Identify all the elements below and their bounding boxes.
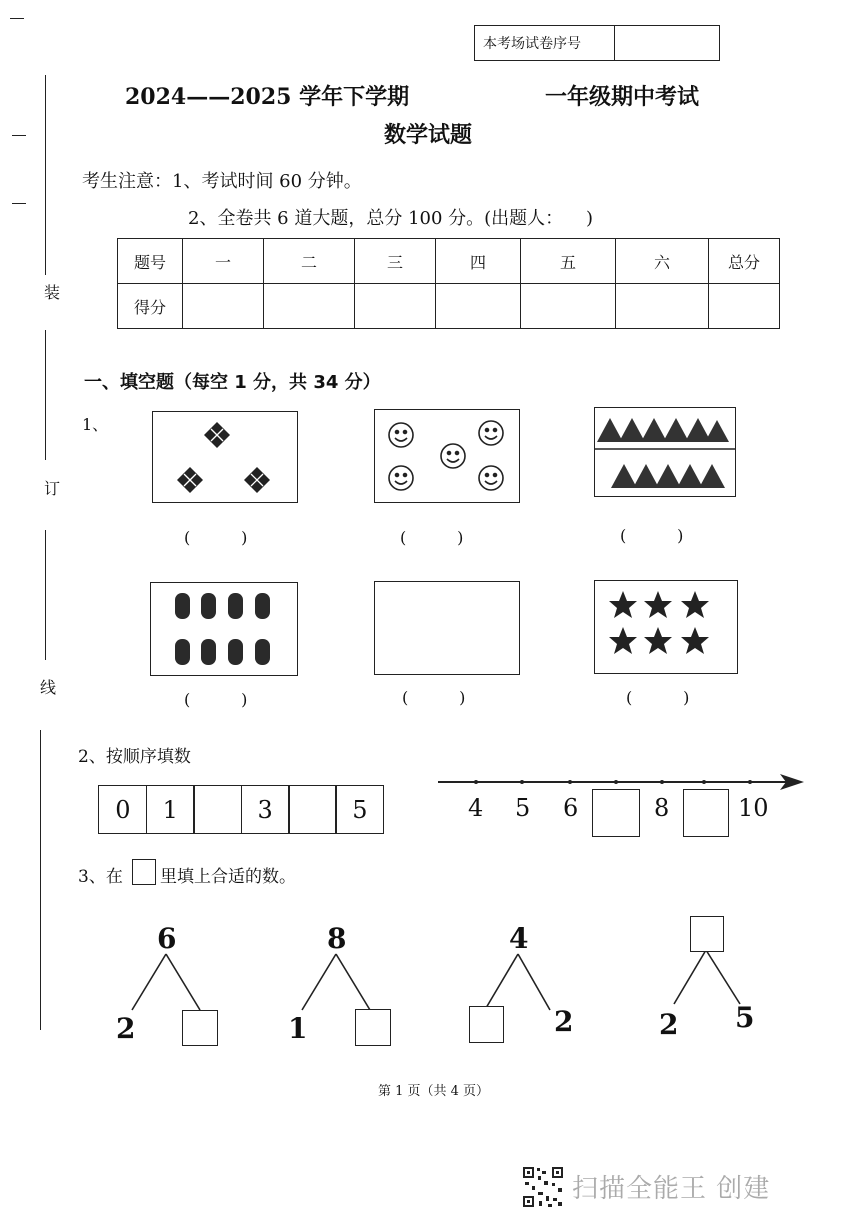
seat-number-label: 本考场试卷序号 bbox=[475, 26, 615, 60]
table-cell-label: 得分 bbox=[118, 284, 183, 329]
sequence-cell: 1 bbox=[146, 785, 195, 834]
seat-number-box bbox=[474, 25, 720, 61]
answer-blank[interactable]: ( ) bbox=[620, 526, 684, 545]
inline-box-icon bbox=[132, 859, 156, 885]
table-header: 六 bbox=[616, 239, 709, 284]
binding-mark bbox=[10, 18, 24, 19]
score-cell[interactable] bbox=[355, 284, 436, 329]
scanner-watermark: 扫描全能王 创建 bbox=[572, 1174, 771, 1204]
tree-right-blank-box[interactable] bbox=[355, 1009, 391, 1046]
star-icons bbox=[595, 581, 737, 673]
score-table-row bbox=[118, 284, 780, 329]
picture-frame-stars bbox=[594, 580, 738, 674]
notice-line-1: 考生注意：1、考试时间 60 分钟。 bbox=[82, 171, 362, 192]
picture-frame-empty bbox=[374, 581, 520, 675]
number-line-value: 8 bbox=[654, 794, 670, 822]
picture-frame-ovals bbox=[150, 582, 298, 676]
number-line-value: 5 bbox=[515, 794, 531, 822]
subject-title: 数学试题 bbox=[384, 122, 473, 148]
tree-top-number: 6 bbox=[157, 922, 177, 955]
section-title: 一、填空题（每空 1 分，共 34 分） bbox=[84, 372, 381, 393]
table-header: 三 bbox=[355, 239, 436, 284]
table-header: 二 bbox=[264, 239, 355, 284]
tree-top-number: 4 bbox=[509, 922, 529, 955]
answer-blank[interactable]: ( ) bbox=[184, 690, 248, 709]
sequence-cell-blank[interactable] bbox=[193, 785, 242, 834]
number-line-blank-box[interactable] bbox=[592, 789, 640, 837]
sequence-cell-blank[interactable] bbox=[288, 785, 337, 834]
sequence-cell: 5 bbox=[335, 785, 384, 834]
score-cell[interactable] bbox=[264, 284, 355, 329]
tree-left-blank-box[interactable] bbox=[469, 1006, 504, 1043]
answer-blank[interactable]: ( ) bbox=[184, 528, 248, 547]
score-cell[interactable] bbox=[521, 284, 616, 329]
tree-top-number: 8 bbox=[327, 922, 347, 955]
seat-number-field[interactable] bbox=[615, 26, 719, 60]
margin-char-ding: 订 bbox=[44, 479, 61, 498]
picture-frame-triangles bbox=[594, 407, 736, 497]
oval-icons bbox=[151, 583, 297, 675]
question-number: 1、 bbox=[82, 415, 109, 434]
picture-frame-smileys bbox=[374, 409, 520, 503]
binding-line bbox=[45, 75, 46, 275]
picture-frame-diamonds bbox=[152, 411, 298, 503]
tree-right-number: 2 bbox=[554, 1005, 574, 1038]
number-line-blank-box[interactable] bbox=[683, 789, 729, 837]
qr-code-icon bbox=[522, 1166, 564, 1208]
page-footer: 第 1 页（共 4 页） bbox=[377, 1084, 490, 1099]
question-3-label-end: 里填上合适的数。 bbox=[160, 867, 296, 887]
binding-mark bbox=[12, 135, 26, 136]
sequence-cell: 0 bbox=[98, 785, 147, 834]
diamond-icons bbox=[153, 412, 297, 502]
score-table bbox=[117, 238, 780, 329]
tree-left-number: 2 bbox=[116, 1012, 136, 1045]
score-cell[interactable] bbox=[616, 284, 709, 329]
term-title: 2024——2025 学年下学期 bbox=[125, 84, 410, 110]
smiley-icons bbox=[375, 410, 519, 502]
answer-blank[interactable]: ( ) bbox=[402, 688, 466, 707]
notice-line-2: 2、全卷共 6 道大题，总分 100 分。(出题人： ) bbox=[188, 208, 594, 229]
table-header: 五 bbox=[521, 239, 616, 284]
sequence-cell: 3 bbox=[241, 785, 290, 834]
tree-right-number: 5 bbox=[735, 1001, 755, 1034]
question-3-label-start: 3、在 bbox=[78, 867, 123, 887]
binding-line bbox=[45, 530, 46, 660]
binding-line bbox=[45, 330, 46, 460]
margin-char-xian: 线 bbox=[40, 678, 57, 697]
table-header: 四 bbox=[436, 239, 521, 284]
score-cell[interactable] bbox=[183, 284, 264, 329]
tree-left-number: 1 bbox=[288, 1012, 308, 1045]
sequence-cells bbox=[100, 785, 384, 834]
tree-right-blank-box[interactable] bbox=[182, 1010, 218, 1046]
tree-top-blank-box[interactable] bbox=[690, 916, 724, 952]
exam-title: 一年级期中考试 bbox=[545, 84, 700, 110]
triangle-icons bbox=[595, 408, 735, 496]
table-header: 题号 bbox=[118, 239, 183, 284]
table-header: 总分 bbox=[709, 239, 780, 284]
score-table-header-row bbox=[118, 239, 780, 284]
tree-left-number: 2 bbox=[659, 1008, 679, 1041]
score-cell[interactable] bbox=[436, 284, 521, 329]
number-line-value: 6 bbox=[563, 794, 579, 822]
answer-blank[interactable]: ( ) bbox=[626, 688, 690, 707]
score-cell[interactable] bbox=[709, 284, 780, 329]
answer-blank[interactable]: ( ) bbox=[400, 528, 464, 547]
binding-mark bbox=[12, 203, 26, 204]
number-line-value: 10 bbox=[738, 794, 769, 822]
margin-char-zhuang: 装 bbox=[44, 283, 61, 302]
question-2-label: 2、按顺序填数 bbox=[78, 747, 191, 767]
table-header: 一 bbox=[183, 239, 264, 284]
number-line-value: 4 bbox=[468, 794, 484, 822]
